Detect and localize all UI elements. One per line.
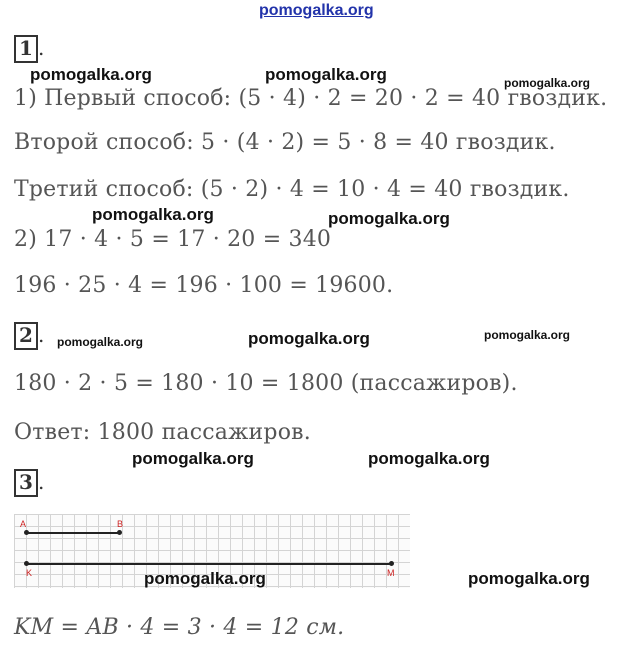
point-label-b: B [117,519,124,529]
point-a [24,530,29,535]
task1-line-1: 1) Первый способ: (5 · 4) · 2 = 20 · 2 = 40 гвоздик. [14,86,608,111]
watermark: pomogalka.org [57,335,144,349]
task-number-2-dot: . [38,323,45,347]
point-label-k: K [26,568,33,578]
segment-km [26,563,392,565]
point-m [389,561,394,566]
watermark: pomogalka.org [132,449,254,468]
point-label-a: A [20,519,27,529]
task1-line-3: Третий способ: (5 · 2) · 4 = 10 · 4 = 40 гвоздик. [14,177,570,202]
watermark: pomogalka.org [368,449,490,468]
task2-line-2: Ответ: 1800 пассажиров. [14,420,311,445]
task1-line-2: Второй способ: 5 · (4 · 2) = 5 · 8 = 40 гвоздик. [14,130,556,155]
segment-ab [26,532,120,534]
point-k [24,561,29,566]
watermark: pomogalka.org [468,569,590,588]
point-label-m: M [387,568,395,578]
watermark: pomogalka.org [265,65,387,84]
task1-line-4: 2) 17 · 4 · 5 = 17 · 20 = 340 [14,227,332,252]
point-b [117,530,122,535]
task-number-2: 2 [14,322,38,350]
watermark: pomogalka.org [248,329,370,348]
watermark-top[interactable]: pomogalka.org [259,2,374,19]
watermark: pomogalka.org [484,328,571,342]
task-number-3: 3 [14,469,38,497]
watermark: pomogalka.org [30,65,152,84]
watermark: pomogalka.org [144,569,266,588]
task3-answer: KM = AB · 4 = 3 · 4 = 12 см. [14,615,345,640]
watermark: pomogalka.org [328,209,450,228]
watermark: pomogalka.org [92,205,214,224]
task-number-1-dot: . [38,36,45,60]
task-number-3-dot: . [38,470,45,494]
task-number-1: 1 [14,35,38,63]
task2-line-1: 180 · 2 · 5 = 180 · 10 = 1800 (пассажиров). [14,371,518,396]
task1-line-5: 196 · 25 · 4 = 196 · 100 = 19600. [14,273,394,298]
watermark: pomogalka.org [504,76,591,90]
